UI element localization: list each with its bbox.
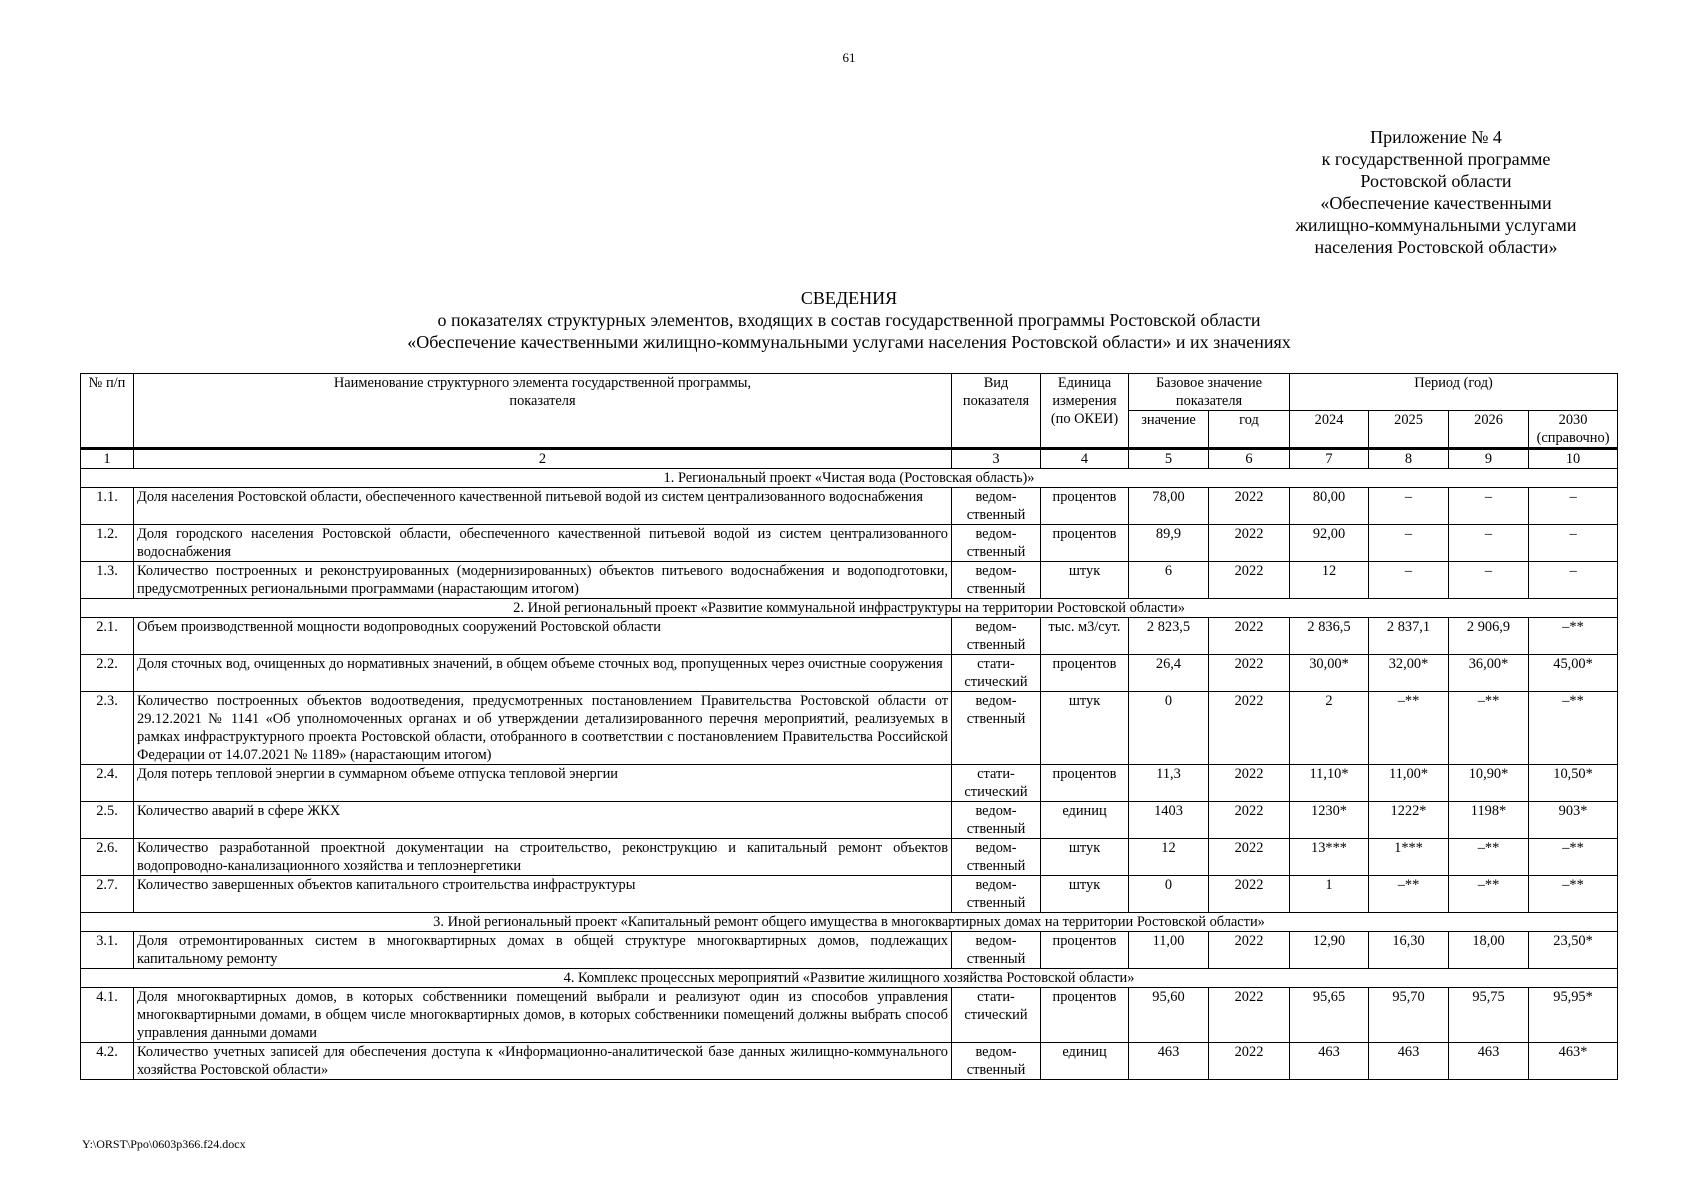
base-year: 2022 [1209, 839, 1290, 876]
appendix-line: населения Ростовской области» [1314, 237, 1558, 257]
unit: штук [1041, 692, 1129, 765]
page-number: 61 [842, 50, 856, 65]
unit: процентов [1041, 932, 1129, 969]
column-number: 8 [1369, 449, 1449, 469]
value-2024: 2 836,5 [1290, 618, 1369, 655]
table-row [81, 802, 1618, 839]
table-row [81, 562, 1618, 599]
base-year: 2022 [1209, 692, 1290, 765]
header-period: Период (год) [1290, 374, 1618, 411]
row-number: 4.2. [81, 1043, 134, 1080]
table-row [81, 932, 1618, 969]
row-number: 1.1. [81, 488, 134, 525]
value-2030: – [1529, 562, 1618, 599]
indicator-kind: стати-стический [952, 765, 1041, 802]
document-title [0, 287, 1698, 353]
unit: единиц [1041, 1043, 1129, 1080]
column-number: 6 [1209, 449, 1290, 469]
value-2025: 16,30 [1369, 932, 1449, 969]
header-base-value: значение [1129, 411, 1209, 449]
value-2025: 2 837,1 [1369, 618, 1449, 655]
value-2025: 11,00* [1369, 765, 1449, 802]
section-row [81, 969, 1618, 988]
base-value: 26,4 [1129, 655, 1209, 692]
row-number: 2.5. [81, 802, 134, 839]
base-value: 463 [1129, 1043, 1209, 1080]
section-title: 3. Иной региональный проект «Капитальный ремонт общего имущества в многоквартирных домах на территории Ростовской области» [81, 913, 1618, 932]
appendix-line: Приложение № 4 [1370, 127, 1502, 147]
value-2026: 18,00 [1449, 932, 1529, 969]
value-2024: 1230* [1290, 802, 1369, 839]
indicator-kind: ведом-ственный [952, 932, 1041, 969]
base-value: 11,3 [1129, 765, 1209, 802]
table-row [81, 525, 1618, 562]
value-2030: – [1529, 488, 1618, 525]
value-2030: 23,50* [1529, 932, 1618, 969]
unit: процентов [1041, 488, 1129, 525]
indicator-name: Доля многоквартирных домов, в которых собственники помещений выбрали и реализуют один из способов управления многоквартирными домами, в общем числе многоквартирных домов, в которых собственники помещений должны выбрать способ управления данными домами [134, 988, 952, 1043]
appendix-line: к государственной программе [1321, 149, 1551, 169]
base-year: 2022 [1209, 876, 1290, 913]
file-path: Y:\ORST\Ppo\0603p366.f24.docx [82, 1137, 246, 1151]
unit: тыс. м3/сут. [1041, 618, 1129, 655]
row-number: 2.3. [81, 692, 134, 765]
base-year: 2022 [1209, 1043, 1290, 1080]
base-value: 1403 [1129, 802, 1209, 839]
value-2025: 32,00* [1369, 655, 1449, 692]
indicator-kind: ведом-ственный [952, 1043, 1041, 1080]
indicator-kind: стати-стический [952, 988, 1041, 1043]
header-year-2030: 2030 (справочно) [1529, 411, 1618, 449]
row-number: 2.7. [81, 876, 134, 913]
row-number: 2.4. [81, 765, 134, 802]
column-number: 10 [1529, 449, 1618, 469]
column-number: 9 [1449, 449, 1529, 469]
unit: штук [1041, 839, 1129, 876]
row-number: 2.2. [81, 655, 134, 692]
indicator-name: Количество завершенных объектов капитального строительства инфраструктуры [134, 876, 952, 913]
header-kind: Вид показателя [952, 374, 1041, 449]
header-base-year: год [1209, 411, 1290, 449]
value-2026: 1198* [1449, 802, 1529, 839]
table-row [81, 765, 1618, 802]
value-2024: 2 [1290, 692, 1369, 765]
value-2026: –** [1449, 876, 1529, 913]
section-row [81, 599, 1618, 618]
base-year: 2022 [1209, 488, 1290, 525]
base-year: 2022 [1209, 655, 1290, 692]
table-row [81, 876, 1618, 913]
value-2024: 1 [1290, 876, 1369, 913]
value-2026: 463 [1449, 1043, 1529, 1080]
indicator-name: Доля населения Ростовской области, обеспеченного качественной питьевой водой из систем централизованного водоснабжения [134, 488, 952, 525]
indicator-kind: ведом-ственный [952, 692, 1041, 765]
value-2026: – [1449, 488, 1529, 525]
table-body [81, 469, 1618, 1080]
indicator-name: Доля отремонтированных систем в многоквартирных домах в общей структуре многоквартирных домов, подлежащих капитальному ремонту [134, 932, 952, 969]
title-line: о показателях структурных элементов, входящих в состав государственной программы Ростовской области [437, 310, 1261, 330]
unit: штук [1041, 562, 1129, 599]
indicator-name: Количество построенных объектов водоотведения, предусмотренных постановлением Правительства Ростовской области от 29.12.2021 № 1141 «Об уполномоченных органах и об утверждении детализированного перечня мероприятий, реализуемых в рамках инфраструктурного проекта Ростовской области, отобранного в соответствии с постановлением Правительства Российской Федерации от 14.07.2021 № 1189» (нарастающим итогом) [134, 692, 952, 765]
header-year-2025: 2025 [1369, 411, 1449, 449]
unit: единиц [1041, 802, 1129, 839]
title-heading: СВЕДЕНИЯ [800, 288, 898, 308]
value-2030: 903* [1529, 802, 1618, 839]
value-2025: – [1369, 562, 1449, 599]
base-year: 2022 [1209, 562, 1290, 599]
value-2025: –** [1369, 692, 1449, 765]
indicator-name: Доля сточных вод, очищенных до нормативных значений, в общем объеме сточных вод, пропущенных через очистные сооружения [134, 655, 952, 692]
value-2026: –** [1449, 839, 1529, 876]
row-number: 3.1. [81, 932, 134, 969]
value-2024: 12 [1290, 562, 1369, 599]
indicator-kind: ведом-ственный [952, 802, 1041, 839]
value-2030: –** [1529, 876, 1618, 913]
value-2024: 95,65 [1290, 988, 1369, 1043]
value-2025: 1222* [1369, 802, 1449, 839]
value-2030: 95,95* [1529, 988, 1618, 1043]
unit: штук [1041, 876, 1129, 913]
base-value: 2 823,5 [1129, 618, 1209, 655]
table-row [81, 839, 1618, 876]
header-name: Наименование структурного элемента государственной программы, показателя [134, 374, 952, 449]
unit: процентов [1041, 765, 1129, 802]
value-2030: 45,00* [1529, 655, 1618, 692]
section-title: 2. Иной региональный проект «Развитие коммунальной инфраструктуры на территории Ростовской области» [81, 599, 1618, 618]
value-2025: 1*** [1369, 839, 1449, 876]
value-2026: – [1449, 525, 1529, 562]
row-number: 4.1. [81, 988, 134, 1043]
header-unit: Единица измерения (по ОКЕИ) [1041, 374, 1129, 449]
appendix-line: «Обеспечение качественными [1320, 193, 1552, 213]
row-number: 2.6. [81, 839, 134, 876]
base-value: 95,60 [1129, 988, 1209, 1043]
value-2024: 30,00* [1290, 655, 1369, 692]
indicator-kind: ведом-ственный [952, 525, 1041, 562]
base-value: 89,9 [1129, 525, 1209, 562]
base-year: 2022 [1209, 618, 1290, 655]
table-row [81, 618, 1618, 655]
appendix-reference [1246, 126, 1626, 258]
title-line: «Обеспечение качественными жилищно-коммунальными услугами населения Ростовской области» и их значениях [407, 332, 1291, 352]
header-year-2024: 2024 [1290, 411, 1369, 449]
base-year: 2022 [1209, 525, 1290, 562]
value-2024: 92,00 [1290, 525, 1369, 562]
appendix-line: жилищно-коммунальными услугами [1295, 215, 1577, 235]
base-year: 2022 [1209, 932, 1290, 969]
value-2024: 13*** [1290, 839, 1369, 876]
indicator-kind: ведом-ственный [952, 876, 1041, 913]
section-title: 4. Комплекс процессных мероприятий «Развитие жилищного хозяйства Ростовской области» [81, 969, 1618, 988]
indicator-name: Количество разработанной проектной документации на строительство, реконструкцию и капитальный ремонт объектов водопроводно-канализационного хозяйства и теплоэнергетики [134, 839, 952, 876]
indicator-kind: ведом-ственный [952, 839, 1041, 876]
unit: процентов [1041, 988, 1129, 1043]
base-value: 78,00 [1129, 488, 1209, 525]
value-2025: 463 [1369, 1043, 1449, 1080]
value-2025: – [1369, 525, 1449, 562]
column-number: 7 [1290, 449, 1369, 469]
unit: процентов [1041, 525, 1129, 562]
column-number: 3 [952, 449, 1041, 469]
table-row [81, 488, 1618, 525]
unit: процентов [1041, 655, 1129, 692]
indicator-kind: ведом-ственный [952, 562, 1041, 599]
base-value: 0 [1129, 692, 1209, 765]
appendix-line: Ростовской области [1360, 171, 1512, 191]
value-2030: 463* [1529, 1043, 1618, 1080]
value-2025: – [1369, 488, 1449, 525]
value-2030: – [1529, 525, 1618, 562]
value-2026: –** [1449, 692, 1529, 765]
indicator-name: Доля городского населения Ростовской области, обеспеченного качественной питьевой водой из систем централизованного водоснабжения [134, 525, 952, 562]
indicators-table [80, 373, 1618, 1080]
base-value: 0 [1129, 876, 1209, 913]
value-2026: 36,00* [1449, 655, 1529, 692]
value-2024: 463 [1290, 1043, 1369, 1080]
table-row [81, 1043, 1618, 1080]
section-row [81, 913, 1618, 932]
indicator-name: Объем производственной мощности водопроводных сооружений Ростовской области [134, 618, 952, 655]
row-number: 2.1. [81, 618, 134, 655]
value-2026: 95,75 [1449, 988, 1529, 1043]
value-2030: –** [1529, 692, 1618, 765]
column-number: 5 [1129, 449, 1209, 469]
section-row [81, 469, 1618, 488]
table-row [81, 655, 1618, 692]
column-number: 2 [134, 449, 952, 469]
base-value: 12 [1129, 839, 1209, 876]
header-year-2026: 2026 [1449, 411, 1529, 449]
value-2026: – [1449, 562, 1529, 599]
row-number: 1.2. [81, 525, 134, 562]
indicator-name: Доля потерь тепловой энергии в суммарном объеме отпуска тепловой энергии [134, 765, 952, 802]
indicator-name: Количество учетных записей для обеспечения доступа к «Информационно-аналитической базе данных жилищно-коммунального хозяйства Ростовской области» [134, 1043, 952, 1080]
value-2025: 95,70 [1369, 988, 1449, 1043]
base-value: 11,00 [1129, 932, 1209, 969]
section-title: 1. Региональный проект «Чистая вода (Ростовская область)» [81, 469, 1618, 488]
indicator-kind: ведом-ственный [952, 618, 1041, 655]
indicator-kind: ведом-ственный [952, 488, 1041, 525]
base-year: 2022 [1209, 988, 1290, 1043]
indicator-name: Количество аварий в сфере ЖКХ [134, 802, 952, 839]
value-2024: 80,00 [1290, 488, 1369, 525]
column-number: 4 [1041, 449, 1129, 469]
indicator-kind: стати-стический [952, 655, 1041, 692]
value-2030: –** [1529, 618, 1618, 655]
value-2030: 10,50* [1529, 765, 1618, 802]
value-2024: 11,10* [1290, 765, 1369, 802]
column-number: 1 [81, 449, 134, 469]
value-2024: 12,90 [1290, 932, 1369, 969]
header-num: № п/п [81, 374, 134, 449]
value-2030: –** [1529, 839, 1618, 876]
value-2026: 10,90* [1449, 765, 1529, 802]
base-year: 2022 [1209, 802, 1290, 839]
base-value: 6 [1129, 562, 1209, 599]
indicator-name: Количество построенных и реконструированных (модернизированных) объектов питьевого водоснабжения и водоподготовки, предусмотренных региональными программами (нарастающим итогом) [134, 562, 952, 599]
base-year: 2022 [1209, 765, 1290, 802]
table-row [81, 692, 1618, 765]
table-row [81, 988, 1618, 1043]
header-base: Базовое значение показателя [1129, 374, 1290, 411]
value-2026: 2 906,9 [1449, 618, 1529, 655]
row-number: 1.3. [81, 562, 134, 599]
value-2025: –** [1369, 876, 1449, 913]
